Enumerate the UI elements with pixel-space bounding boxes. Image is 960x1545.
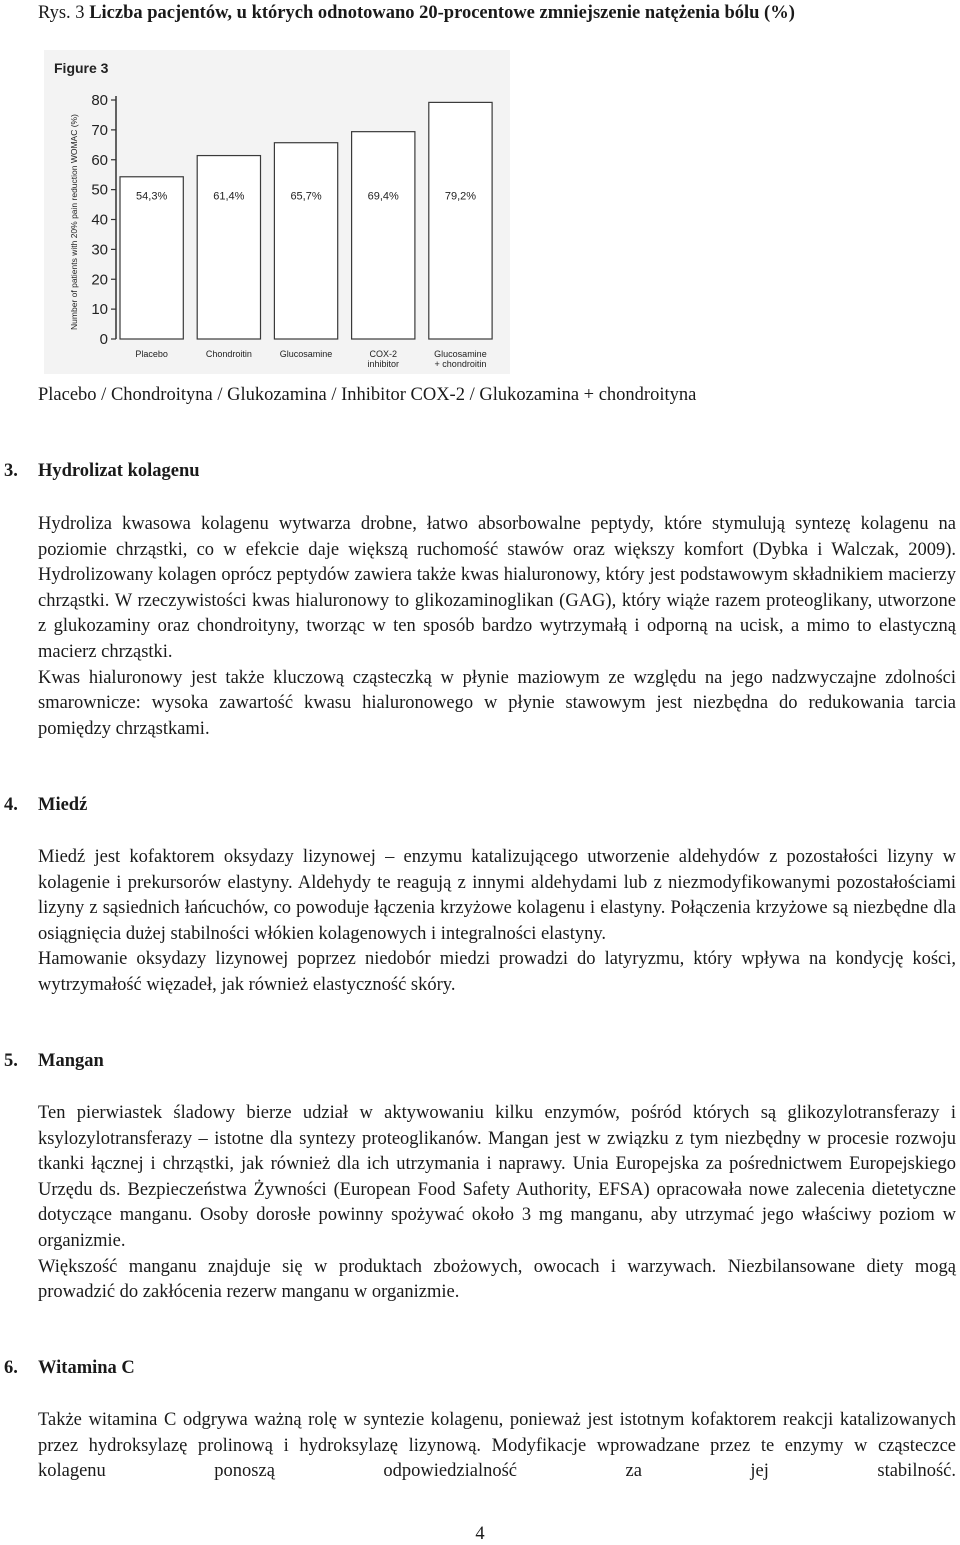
paragraph: Także witamina C odgrywa ważną rolę w syntezie kolagenu, ponieważ jest istotnym kofaktorem reakcji katalizowanych przez hydroksylazę prolinową i hydroksylazę lizynową. Modyfikacje wprowadzane przez te enzymy w cząsteczce kolagenu ponoszą odpowiedzialność za jej stabilność.: [38, 1410, 956, 1482]
page-number: 4: [475, 1524, 485, 1544]
bar-chart: [44, 50, 510, 374]
bar: [352, 132, 415, 339]
section-body-6: [38, 1408, 956, 1485]
y-tick-label: 10: [91, 301, 108, 319]
bar: [274, 143, 337, 339]
section-number: 5.: [4, 1051, 18, 1071]
section-body-3: [38, 512, 956, 742]
y-tick-label: 20: [91, 271, 108, 289]
section-heading-5: [4, 1050, 104, 1072]
data-label: 54,3%: [136, 190, 168, 203]
paragraph: Większość manganu znajduje się w produktach zbożowych, owocach i warzywach. Niezbilansowane diety mogą prowadzić do zakłócenia rezerw manganu w organizmie.: [38, 1256, 956, 1303]
bar: [429, 102, 492, 339]
y-tick-label: 70: [91, 121, 108, 139]
y-tick-label: 80: [91, 92, 108, 109]
x-tick-label: + chondroitin: [434, 359, 487, 369]
x-tick-label: Chondroitin: [205, 349, 252, 359]
bar: [197, 156, 260, 339]
x-tick-label: Glucosamine: [279, 349, 333, 359]
section-title: Mangan: [38, 1051, 104, 1071]
x-tick-label: inhibitor: [367, 359, 400, 369]
figure-image: [44, 50, 510, 374]
x-tick-label: Glucosamine: [434, 349, 487, 359]
data-label: 61,4%: [213, 190, 245, 203]
data-label: 65,7%: [290, 190, 322, 203]
figure-categories-translation: Placebo / Chondroityna / Glukozamina / Inhibitor COX-2 / Glukozamina + chondroityna: [38, 385, 697, 405]
y-tick-label: 30: [91, 241, 108, 259]
section-number: 4.: [4, 795, 18, 815]
x-tick-label: Placebo: [135, 349, 168, 359]
section-number: 6.: [4, 1358, 18, 1378]
y-tick-label: 50: [91, 181, 108, 199]
y-tick-label: 60: [91, 151, 108, 169]
section-heading-3: [4, 460, 200, 482]
section-number: 3.: [4, 461, 18, 481]
x-tick-label: COX-2: [369, 349, 398, 359]
y-tick-label: 0: [99, 331, 108, 348]
y-axis-label: Number of patients with 20% pain reduction WOMAC (%): [69, 114, 79, 330]
data-label: 69,4%: [367, 190, 399, 203]
caption-title: Liczba pacjentów, u których odnotowano 20-procentowe zmniejszenie natężenia bólu (%): [89, 3, 795, 23]
caption-prefix: Rys. 3: [38, 3, 85, 23]
section-title: Hydrolizat kolagenu: [38, 461, 200, 481]
section-title: Witamina C: [38, 1358, 135, 1378]
paragraph: Hydroliza kwasowa kolagenu wytwarza drobne, łatwo absorbowalne peptydy, które stymulują syntezę kolagenu na poziomie chrząstki, co w efekcie daje większą ruchomość stawów oraz większy komfort (Dybka i Walczak, 2009). Hydrolizowany kolagen oprócz peptydów zawiera także kwas hialuronowy, który jest podstawowym składnikiem macierzy chrząstki. W rzeczywistości kwas hialuronowy to glikozaminoglikan (GAG), który wiąże razem proteoglikany, utworzone z glukozaminy oraz chondroityny, tworząc w ten sposób bardzo wytrzymałą i odporną na ucisk, a mimo to elastyczną macierz chrząstki.: [38, 514, 956, 662]
y-tick-label: 40: [91, 211, 108, 229]
figure-label: Figure 3: [54, 60, 109, 76]
paragraph: Ten pierwiastek śladowy bierze udział w aktywowaniu kilku enzymów, pośród których są glikozylotransferazy i ksylozylotransferazy – istotne dla syntezy proteoglikanów. Mangan jest w związku z tym niezbędny w procesie rozwoju tkanki łącznej i chrząstki, jak również dla ich utrzymania i naprawy. Unia Europejska za pośrednictwem Europejskiego Urzędu ds. Bezpieczeństwa Żywności (European Food Safety Authority, EFSA) opracowała nowe zalecenia dietetyczne dotyczące manganu. Osoby dorosłe powinny spożywać około 3 mg manganu, aby utrzymać jego właściwy poziom w organizmie.: [38, 1103, 956, 1251]
paragraph: Hamowanie oksydazy lizynowej poprzez niedobór miedzi prowadzi do latyryzmu, który wpływa na kondycję kości, wytrzymałość więzadeł, jak również elastyczność skóry.: [38, 949, 956, 995]
section-heading-6: [4, 1357, 135, 1379]
section-body-4: [38, 845, 956, 999]
data-label: 79,2%: [444, 190, 477, 203]
figure-caption: [38, 2, 938, 24]
section-heading-4: [4, 794, 87, 816]
paragraph: Kwas hialuronowy jest także kluczową cząsteczką w płynie maziowym ze względu na jego nadzwyczajne zdolności smarownicze: wysoka zawartość kwasu hialuronowego w płynie stawowym jest niezbędna do redukowania tarcia pomiędzy chrząstkami.: [38, 667, 956, 739]
paragraph: Miedź jest kofaktorem oksydazy lizynowej – enzymu katalizującego utworzenie aldehydów z pozostałości lizyny w kolagenie i prekursorów elastyny. Aldehydy te reagują z innymi aldehydami lub z niezmodyfikowanymi pozostałościami lizyny z sąsiednich łańcuchów, co powoduje łączenia krzyżowe kolagenu i elastyny. Połączenia krzyżowe są niezbędne dla osiągnięcia dużej stabilności włókien kolagenowych i integralności elastyny.: [38, 847, 956, 944]
section-title: Miedź: [38, 795, 88, 815]
section-body-5: [38, 1101, 956, 1306]
